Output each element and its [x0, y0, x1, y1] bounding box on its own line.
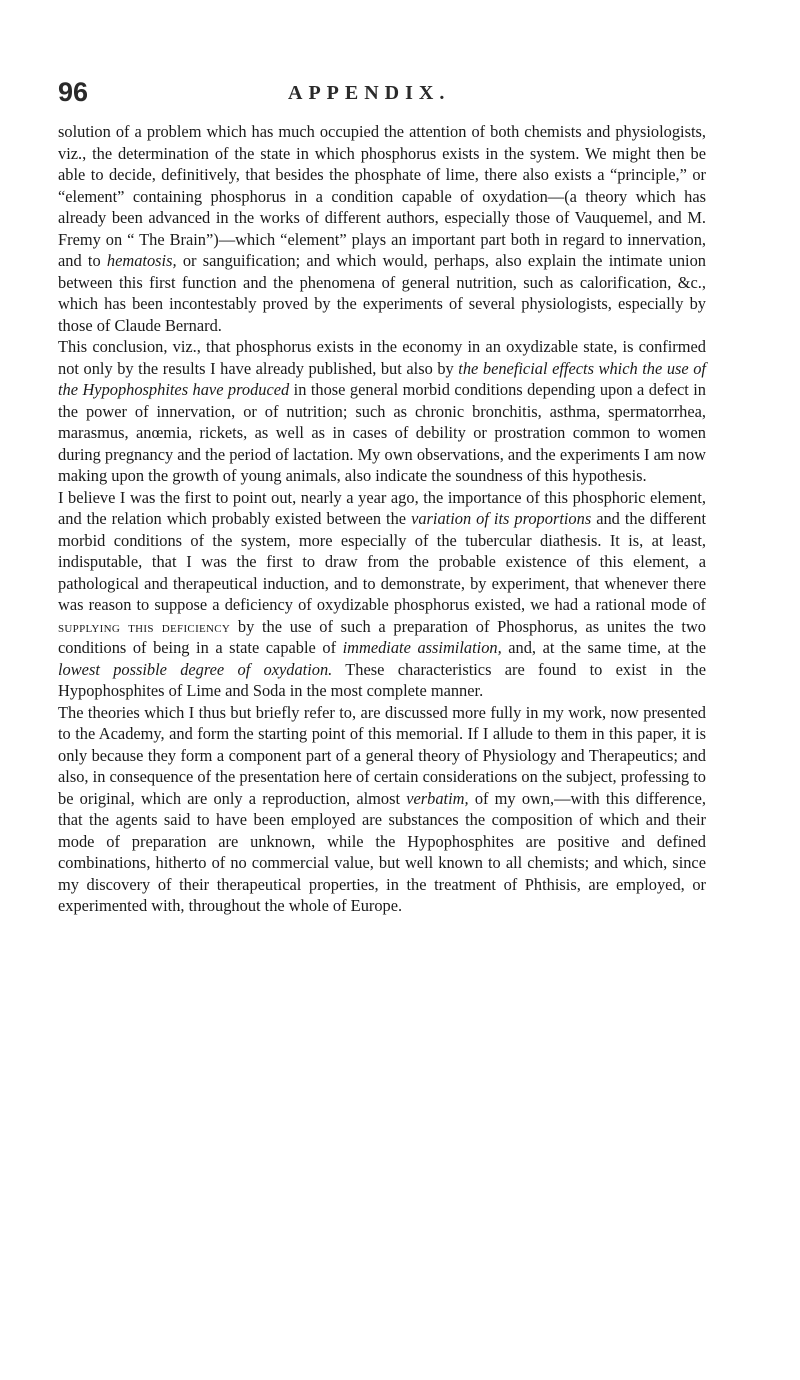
italic-run: the beneficial effects which the use of the Hypophosphites have produced	[58, 358, 706, 399]
paragraph-1	[58, 121, 706, 336]
paragraph-4	[58, 702, 706, 917]
italic-run: hematosis,	[106, 251, 177, 270]
running-head: APPENDIX.	[288, 82, 451, 104]
body-text	[58, 121, 706, 917]
text-run: solution of a problem which has much occupied the attention of both chemists and physiologists, viz., the determination of the state in which phosphorus exists in the system. We might then be able to decide, definitively, that besides the phosphate of lime, there also exists a “principle,” or “element” containing phosphorus in a condition capable of oxydation—(a theory which has already been advanced in the works of different authors, especially those of Vauquemel, and M. Fremy on “ The Brain”)—which “element” plays an important part both in regard to innervation, and to	[58, 122, 706, 270]
text-run: by the use of such a preparation of Phosphorus, as unites the two conditions of being in a state capable of	[58, 616, 706, 657]
page-header	[58, 74, 698, 110]
page-number: 96	[58, 77, 89, 107]
text-run: or sanguification; and which would, perhaps, also explain the intimate union between this first function and the phenomena of general nutrition, such as calorification, &c., which has been incontestably proved by the experiments of several physiologists, especially by those of Claude Bernard.	[58, 251, 706, 335]
smallcaps-run: supplying this deficiency	[58, 616, 231, 636]
text-run: of my own,—with this difference, that the agents said to have been employed are substances the composition of which and their mode of preparation are unknown, while the Hypophosphites are positive and defined combinations, hitherto of no commercial value, but well known to all chemists; and which, since my discovery of their therapeutical properties, in the treatment of Phthisis, are employed, or experimented with, throughout the whole of Europe.	[58, 788, 706, 915]
text-run: I believe I was the first to point out, nearly a year ago, the importance of this phosphoric element, and the relation which probably existed between the	[58, 487, 706, 528]
text-run: and, at the same time, at the	[501, 638, 707, 657]
italic-run: lowest possible degree of oxydation.	[58, 659, 333, 679]
text-run: in those general morbid conditions depending upon a defect in the power of innervation, or of nutrition; such as chronic bronchitis, asthma, spermatorrhea, marasmus, anœmia, rickets, as well as in cases of debility or prostration common to women during pregnancy and the period of lactation. My own observations, and the experiments I am now making upon the growth of young animals, also indicate the soundness of this hypothesis.	[58, 380, 706, 485]
text-run: These characteristics are found to exist in the Hypophosphites of Lime and Soda in the most complete manner.	[58, 659, 706, 700]
text-run: This conclusion, viz., that phosphorus exists in the economy in an oxydizable state, is confirmed not only by the results I have already published, but also by	[58, 337, 706, 378]
italic-run: verbatim,	[406, 788, 469, 808]
paragraph-2	[58, 336, 706, 487]
text-run: and the different morbid conditions of the system, more especially of the tubercular diathesis. It is, at least, indisputable, that I was the first to draw from the probable existence of this element, a pathological and therapeutical induction, and to demonstrate, by experiment, that whenever there was reason to suppose a deficiency of oxydizable phosphorus existed, we had a rational mode of	[58, 509, 706, 614]
italic-run: immediate assimilation,	[342, 638, 502, 657]
paragraph-3	[58, 487, 706, 702]
italic-run: variation of its proportions	[411, 509, 592, 528]
text-run: The theories which I thus but briefly refer to, are discussed more fully in my work, now presented to the Academy, and form the starting point of this memorial. If I allude to them in this paper, it is only because they form a component part of a general theory of Physiology and Therapeutics; and also, in consequence of the presentation here of certain considerations on the subject, professing to be original, which are only a reproduction, almost	[58, 702, 706, 808]
